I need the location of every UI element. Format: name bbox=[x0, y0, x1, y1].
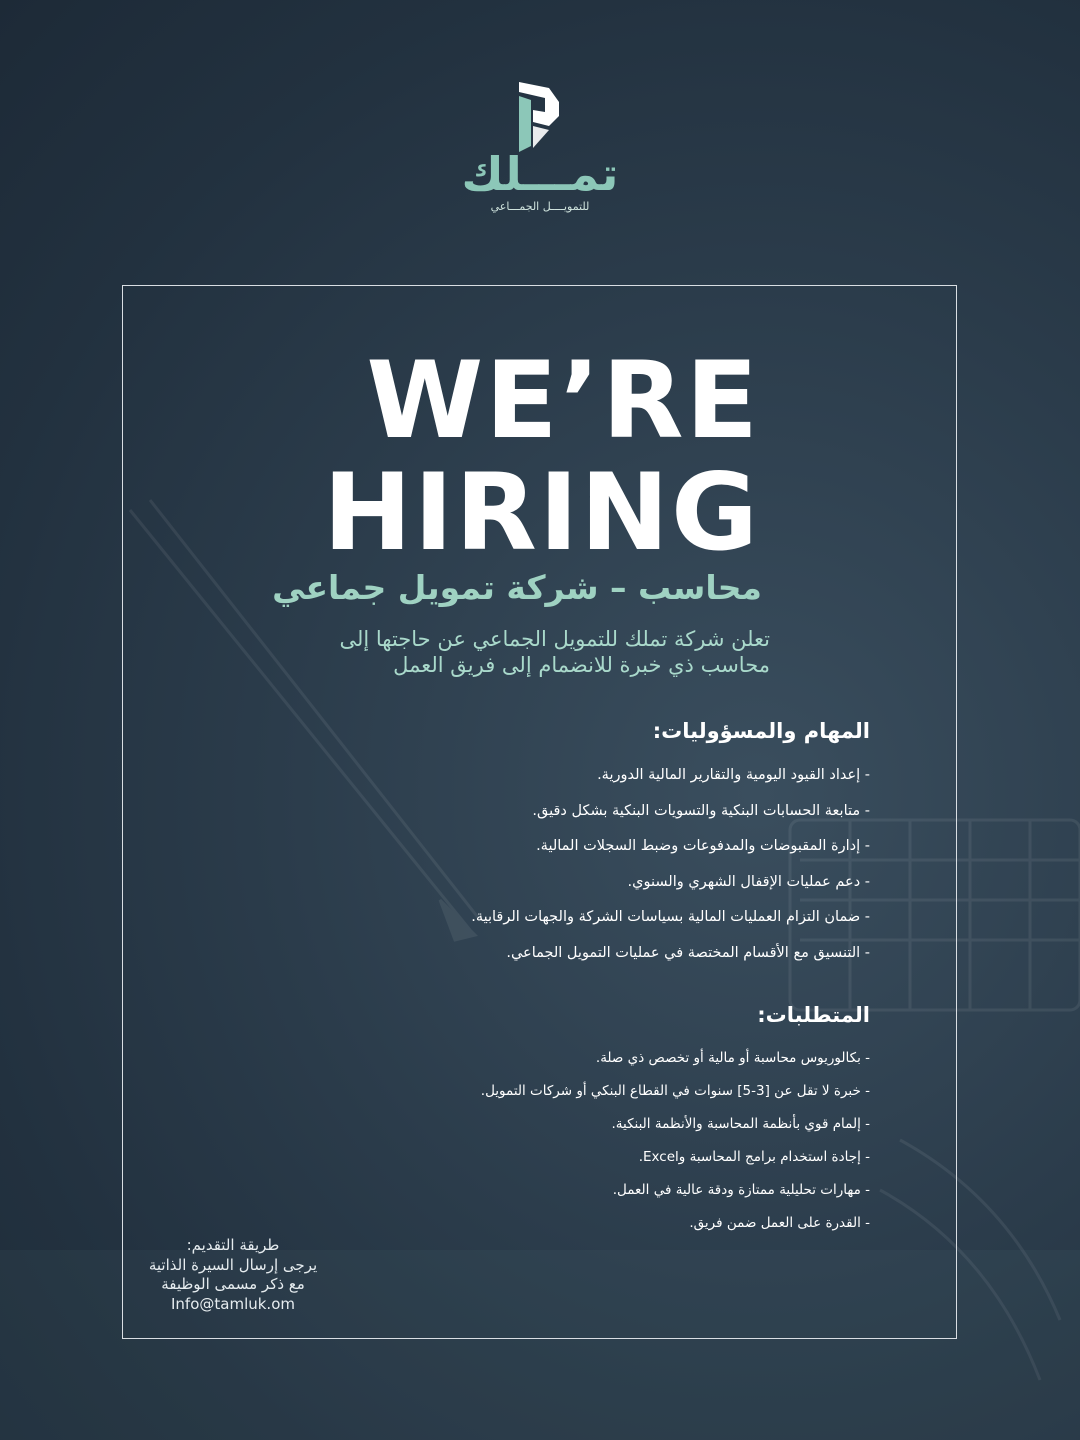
company-logo bbox=[440, 82, 640, 217]
headline-line-2: HIRING bbox=[323, 451, 760, 574]
intro-line-1: تعلن شركة تملك للتمويل الجماعي عن حاجتها إلى bbox=[339, 627, 770, 651]
list-item: - إلمام قوي بأنظمة المحاسبة والأنظمة البنكية. bbox=[611, 1116, 870, 1132]
logo-wordmark: تمـــلك bbox=[461, 147, 619, 201]
responsibilities-heading: المهام والمسؤوليات: bbox=[652, 719, 870, 743]
job-title: محاسب – شركة تمويل جماعي bbox=[272, 568, 762, 607]
list-item: - خبرة لا تقل عن [3-5] سنوات في القطاع البنكي أو شركات التمويل. bbox=[480, 1083, 870, 1099]
application-info bbox=[140, 1236, 326, 1314]
apply-line-2: مع ذكر مسمى الوظيفة bbox=[161, 1275, 305, 1293]
list-item: - إعداد القيود اليومية والتقارير المالية الدورية. bbox=[597, 767, 870, 783]
headline bbox=[150, 339, 760, 574]
list-item: - مهارات تحليلية ممتازة ودقة عالية في العمل. bbox=[612, 1182, 870, 1198]
list-item: - متابعة الحسابات البنكية والتسويات البنكية بشكل دقيق. bbox=[532, 802, 870, 819]
requirements-list bbox=[300, 1042, 870, 1240]
apply-heading: طريقة التقديم: bbox=[186, 1236, 280, 1254]
intro-line-2: محاسب ذي خبرة للانضمام إلى فريق العمل bbox=[393, 653, 770, 677]
intro-text bbox=[150, 626, 770, 678]
list-item: - دعم عمليات الإقفال الشهري والسنوي. bbox=[627, 873, 870, 890]
requirements-heading: المتطلبات: bbox=[757, 1003, 870, 1027]
list-item: - القدرة على العمل ضمن فريق. bbox=[689, 1215, 870, 1231]
logo-mark-icon bbox=[515, 82, 561, 152]
list-item: - إدارة المقبوضات والمدفوعات وضبط السجلات المالية. bbox=[536, 838, 870, 854]
email-link[interactable]: Info@tamluk.om bbox=[171, 1294, 295, 1313]
responsibilities-list bbox=[300, 758, 870, 971]
list-item: - ضمان التزام العمليات المالية بسياسات الشركة والجهات الرقابية. bbox=[471, 909, 870, 925]
headline-line-1: WE’RE bbox=[366, 339, 760, 462]
list-item: - بكالوريوس محاسبة أو مالية أو تخصص ذي صلة. bbox=[595, 1050, 870, 1066]
logo-tagline: للتمويــــل الجمـــاعي bbox=[490, 200, 590, 213]
apply-line-1: يرجى إرسال السيرة الذاتية bbox=[148, 1255, 318, 1274]
list-item: - التنسيق مع الأقسام المختصة في عمليات التمويل الجماعي. bbox=[506, 944, 870, 961]
list-item: - إجادة استخدام برامج المحاسبة وExcel. bbox=[638, 1149, 870, 1165]
